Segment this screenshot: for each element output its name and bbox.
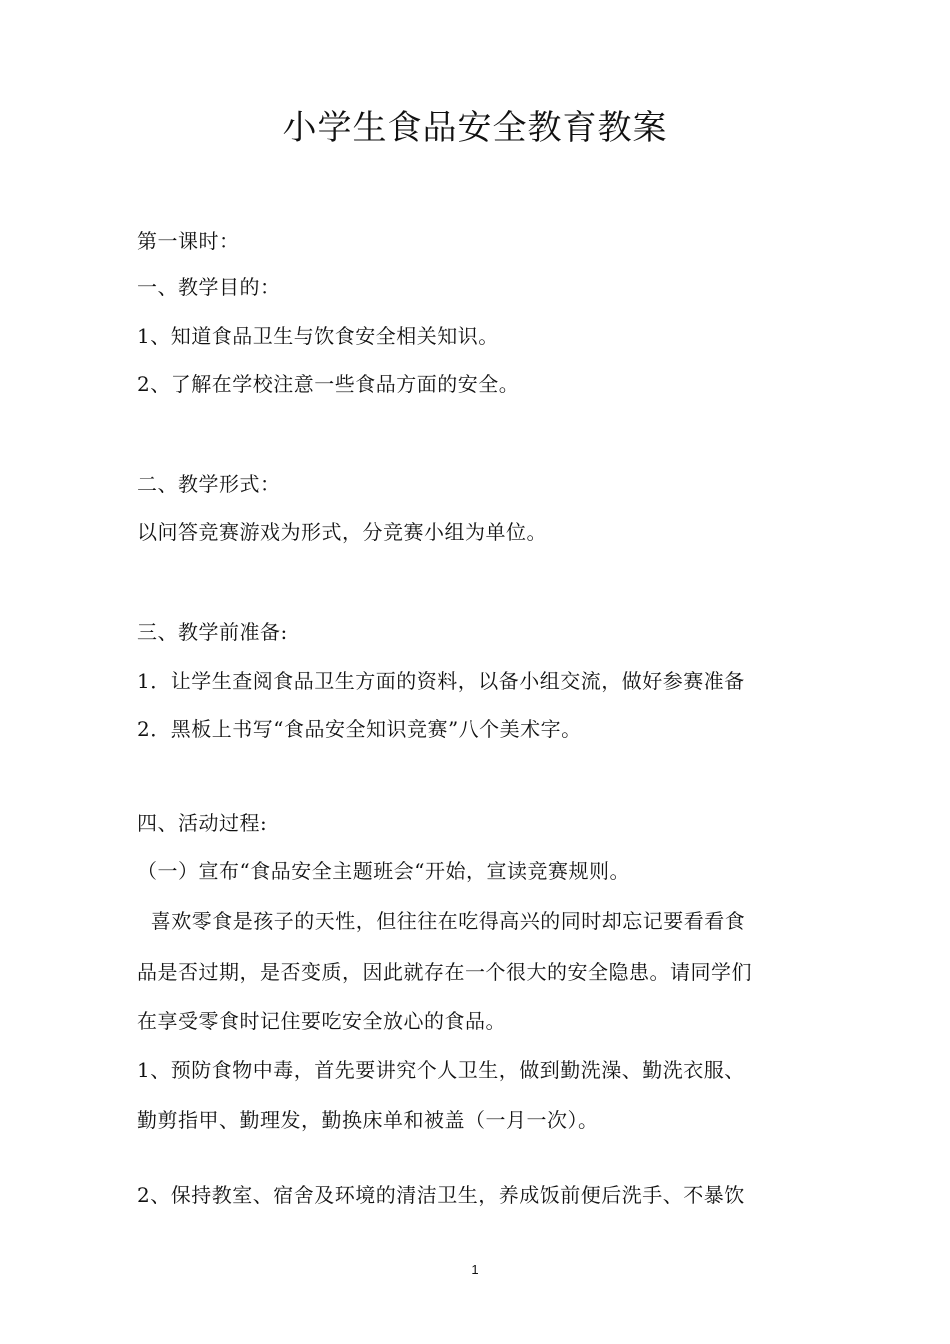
paragraph-line: 2、保持教室、宿舍及环境的清洁卫生，养成饭前便后洗手、不暴饮 <box>137 1183 745 1207</box>
section-heading-process: 四、活动过程: <box>137 811 268 835</box>
paragraph-line: 喜欢零食是孩子的天性，但往往在吃得高兴的同时却忘记要看看食 <box>137 909 746 933</box>
objective-item-1: 1、知道食品卫生与饮食安全相关知识。 <box>137 324 499 348</box>
section-heading-preparation: 三、教学前准备: <box>137 620 288 644</box>
paragraph-line: 勤剪指甲、勤理发，勤换床单和被盖（一月一次）。 <box>137 1108 599 1132</box>
page-number: 1 <box>471 1262 479 1277</box>
paragraph-line: 1、预防食物中毒，首先要讲究个人卫生，做到勤洗澡、勤洗衣服、 <box>137 1058 745 1082</box>
section-heading-objectives: 一、教学目的： <box>137 275 281 299</box>
paragraph-line: 品是否过期，是否变质，因此就存在一个很大的安全隐患。请同学们 <box>137 960 752 984</box>
objective-item-2: 2、了解在学校注意一些食品方面的安全。 <box>137 372 520 396</box>
preparation-item-1: 1．让学生查阅食品卫生方面的资料，以备小组交流，做好参赛准备 <box>137 669 745 693</box>
process-step-1: （一）宣布“食品安全主题班会“开始，宣读竞赛规则。 <box>137 859 630 883</box>
paragraph-line: 在享受零食时记住要吃安全放心的食品。 <box>137 1009 506 1033</box>
section-heading-format: 二、教学形式： <box>137 472 281 496</box>
document-title: 小学生食品安全教育教案 <box>282 108 668 148</box>
preparation-item-2: 2．黑板上书写“食品安全知识竞赛”八个美术字。 <box>137 717 582 741</box>
format-text: 以问答竞赛游戏为形式，分竞赛小组为单位。 <box>137 520 547 544</box>
lesson-label: 第一课时： <box>137 229 240 253</box>
